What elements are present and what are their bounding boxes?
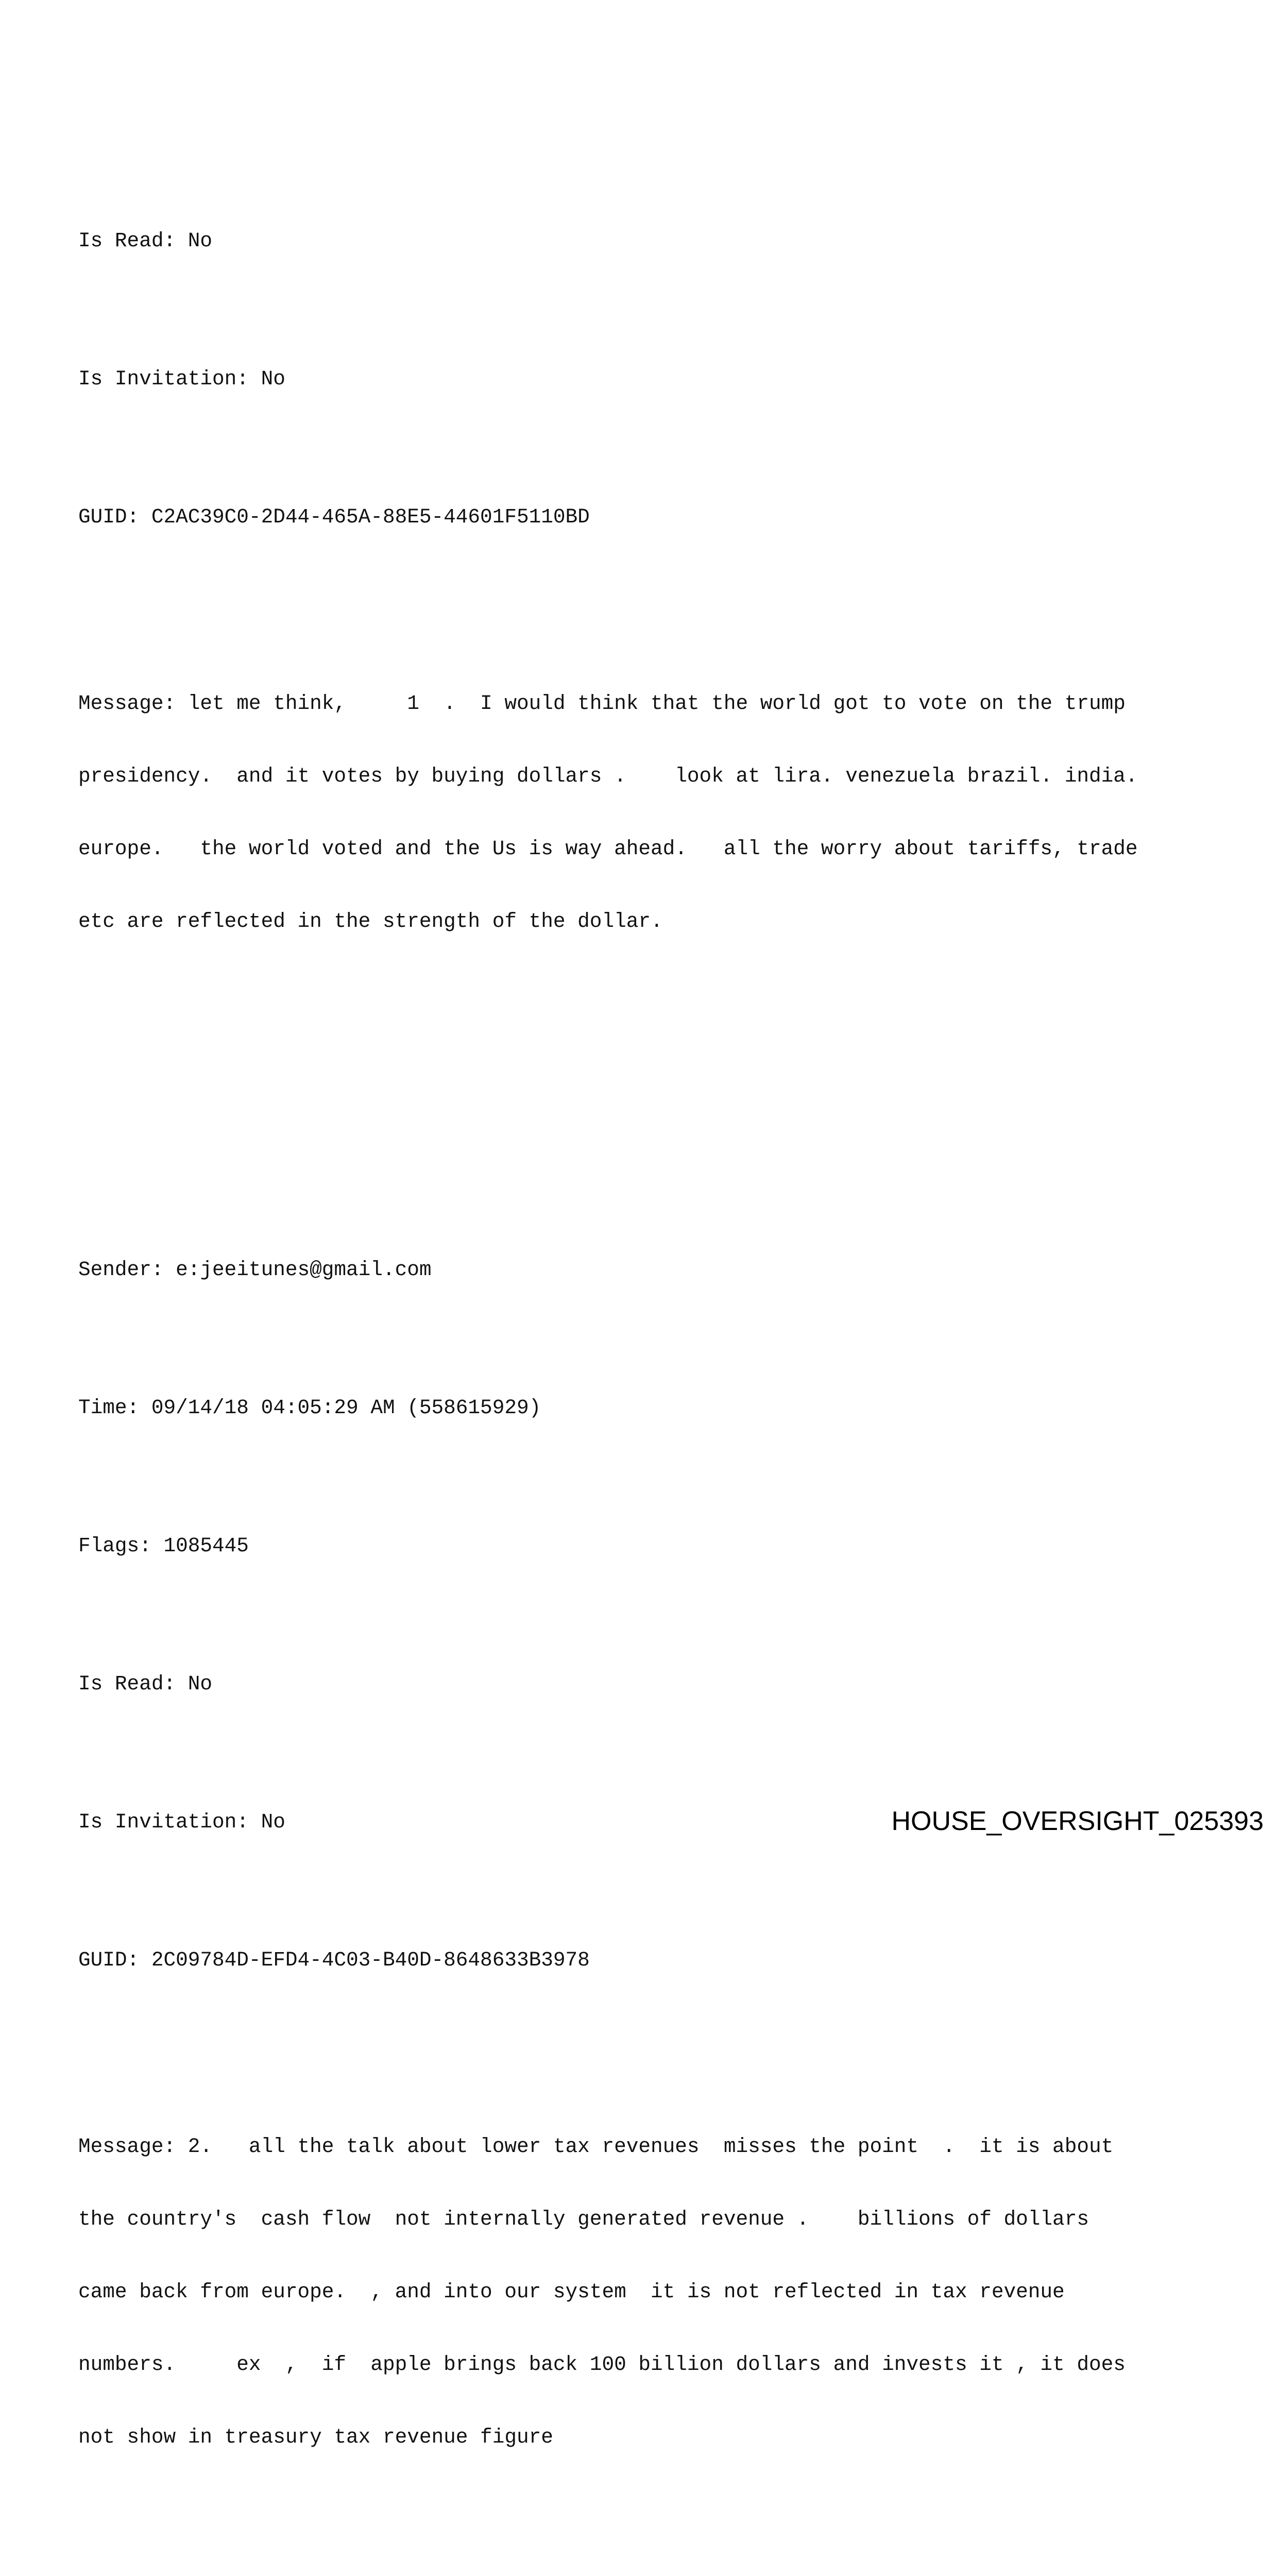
- is-read-field: Is Read: No: [78, 229, 213, 252]
- message-line: presidency. and it votes by buying dollars . look at lira. venezuela brazil. india.: [78, 765, 1138, 788]
- is-read-field: Is Read: No: [78, 1672, 213, 1696]
- bates-number: HOUSE_OVERSIGHT_025393: [891, 1806, 1264, 1836]
- message-body: [78, 2086, 1222, 2498]
- message-line: europe. the world voted and the Us is way ahead. all the worry about tariffs, trade: [78, 837, 1138, 860]
- message-line: Message: 2. all the talk about lower tax revenues misses the point . it is about: [78, 2135, 1114, 2158]
- document-body: [78, 83, 1222, 2576]
- message-line: the country's cash flow not internally generated revenue . billions of dollars: [78, 2208, 1089, 2231]
- guid-field: GUID: 2C09784D-EFD4-4C03-B40D-8648633B3978: [78, 1948, 590, 1972]
- message-line: Message: let me think, 1 . I would think that the world got to vote on the trump: [78, 692, 1126, 715]
- is-invitation-field: Is Invitation: No: [78, 1810, 285, 1834]
- message-record: [78, 1209, 1222, 2576]
- is-invitation-field: Is Invitation: No: [78, 367, 285, 391]
- message-line: numbers. ex , if apple brings back 100 billion dollars and invests it , it does: [78, 2353, 1126, 2376]
- sender-field: Sender: e:jeeitunes@gmail.com: [78, 1258, 432, 1281]
- message-record: [78, 180, 1222, 1112]
- message-body: [78, 643, 1222, 982]
- message-line: not show in treasury tax revenue figure: [78, 2426, 553, 2449]
- message-line: etc are reflected in the strength of the dollar.: [78, 910, 663, 933]
- time-field: Time: 09/14/18 04:05:29 AM (558615929): [78, 1396, 541, 1419]
- message-line: came back from europe. , and into our system it is not reflected in tax revenue: [78, 2280, 1065, 2303]
- flags-field: Flags: 1085445: [78, 1534, 249, 1557]
- guid-field: GUID: C2AC39C0-2D44-465A-88E5-44601F5110BD: [78, 505, 590, 529]
